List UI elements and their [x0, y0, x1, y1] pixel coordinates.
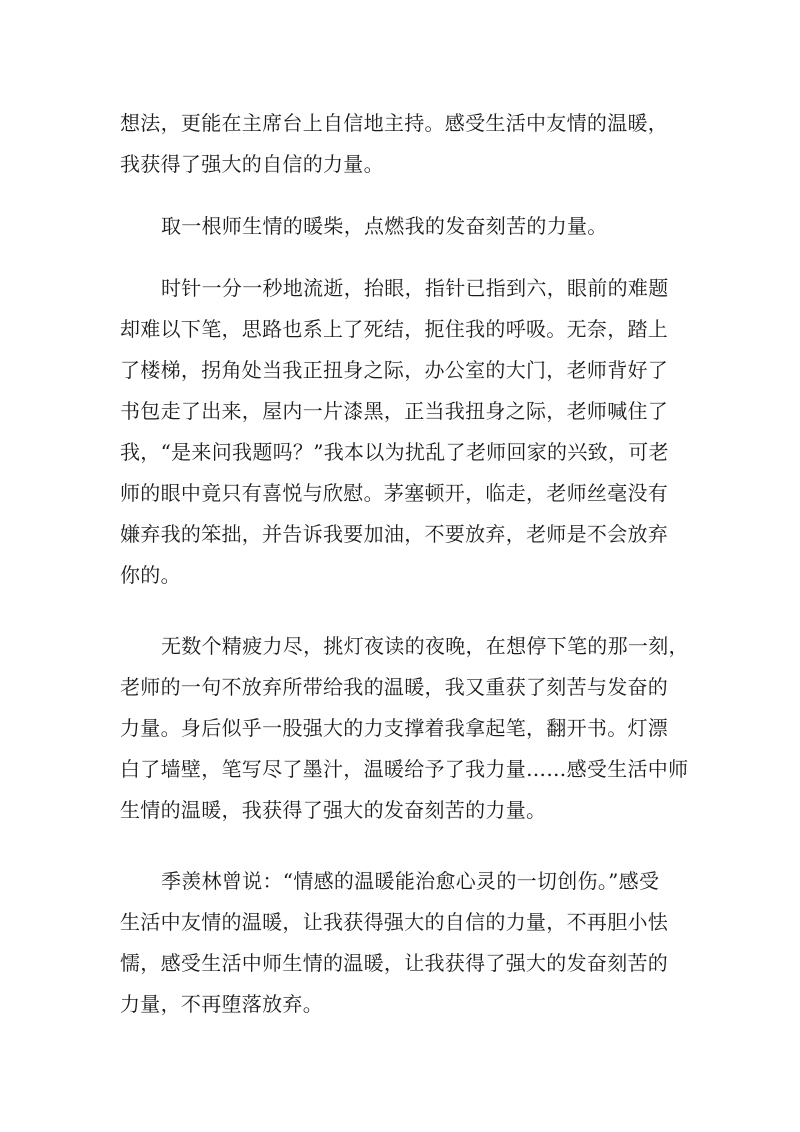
document-page [120, 103, 694, 1025]
text-line: 无数个精疲力尽，挑灯夜读的夜晚，在想停下笔的那一刻， [161, 634, 689, 658]
paragraph-1 [120, 103, 694, 185]
text-line: 你的。 [120, 563, 181, 587]
paragraph-2 [120, 206, 694, 247]
text-line: 嫌弃我的笨拙，并告诉我要加油，不要放弃，老师是不会放弃 [120, 522, 669, 546]
text-line: 师的眼中竟只有喜悦与欣慰。茅塞顿开，临走，老师丝毫没有 [120, 481, 669, 505]
text-line: 时针一分一秒地流逝，抬眼，指针已指到六，眼前的难题 [161, 276, 669, 300]
text-line: 老师的一句不放弃所带给我的温暖，我又重获了刻苦与发奋的 [120, 675, 669, 699]
text-line: 想法，更能在主席台上自信地主持。感受生活中友情的温暖， [120, 111, 669, 135]
paragraph-5 [120, 861, 694, 1025]
text-line: 力量，不再堕落放弃。 [120, 992, 323, 1016]
text-line: 生活中友情的温暖，让我获得强大的自信的力量，不再胆小怯 [120, 910, 669, 934]
text-line: 季羡林曾说：“情感的温暖能治愈心灵的一切创伤。”感受 [161, 869, 660, 893]
text-line: 了楼梯，拐角处当我正扭身之际，办公室的大门，老师背好了 [120, 358, 669, 382]
text-line: 白了墙壁，笔写尽了墨汁，温暖给予了我力量……感受生活中师 [120, 757, 689, 781]
text-line: 我，“是来问我题吗？”我本以为扰乱了老师回家的兴致，可老 [120, 440, 669, 464]
text-line: 懦，感受生活中师生情的温暖，让我获得了强大的发奋刻苦的 [120, 951, 669, 975]
text-line: 书包走了出来，屋内一片漆黑，正当我扭身之际，老师喊住了 [120, 399, 669, 423]
text-line: 力量。身后似乎一股强大的力支撑着我拿起笔，翻开书。灯漂 [120, 716, 669, 740]
paragraph-4 [120, 626, 694, 831]
paragraph-3 [120, 268, 694, 596]
text-line: 我获得了强大的自信的力量。 [120, 152, 384, 176]
text-line: 却难以下笔，思路也系上了死结，扼住我的呼吸。无奈，踏上 [120, 317, 669, 341]
text-line: 生情的温暖，我获得了强大的发奋刻苦的力量。 [120, 798, 547, 822]
text-line: 取一根师生情的暖柴，点燃我的发奋刻苦的力量。 [161, 214, 608, 238]
